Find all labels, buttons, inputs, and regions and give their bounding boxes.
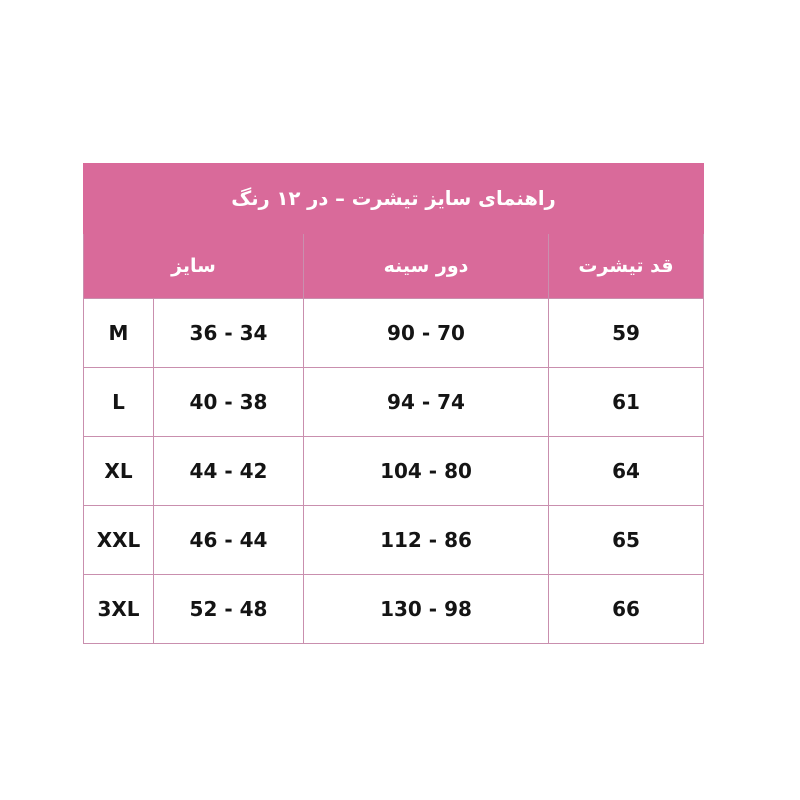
- cell-chest: 80 - 104: [304, 437, 549, 506]
- table-row: [83, 437, 703, 506]
- size-guide-table-container: [84, 163, 704, 644]
- cell-size-label: M: [83, 299, 153, 368]
- cell-size-range: 44 - 46: [154, 506, 304, 575]
- cell-size-label: L: [83, 368, 153, 437]
- cell-chest: 86 - 112: [304, 506, 549, 575]
- cell-size-label: XL: [83, 437, 153, 506]
- table-row: [83, 299, 703, 368]
- cell-size-range: 48 - 52: [154, 575, 304, 644]
- table-title-row: [83, 164, 703, 234]
- table-row: [83, 506, 703, 575]
- cell-chest: 98 - 130: [304, 575, 549, 644]
- cell-size-label: XXL: [83, 506, 153, 575]
- table-row: [83, 368, 703, 437]
- cell-size-label: 3XL: [83, 575, 153, 644]
- table-header-row: [83, 234, 703, 299]
- page-title: راهنمای سایز تیشرت – در ۱۲ رنگ: [83, 164, 703, 234]
- cell-chest: 70 - 90: [304, 299, 549, 368]
- cell-length: 61: [549, 368, 704, 437]
- table-row: [83, 575, 703, 644]
- cell-size-range: 42 - 44: [154, 437, 304, 506]
- column-header-chest: دور سینه: [304, 234, 549, 299]
- cell-chest: 74 - 94: [304, 368, 549, 437]
- cell-length: 64: [549, 437, 704, 506]
- column-header-size: سایز: [83, 234, 303, 299]
- cell-length: 65: [549, 506, 704, 575]
- size-guide-table: [83, 163, 704, 644]
- cell-size-range: 38 - 40: [154, 368, 304, 437]
- cell-length: 59: [549, 299, 704, 368]
- cell-size-range: 34 - 36: [154, 299, 304, 368]
- cell-length: 66: [549, 575, 704, 644]
- column-header-length: قد تیشرت: [549, 234, 704, 299]
